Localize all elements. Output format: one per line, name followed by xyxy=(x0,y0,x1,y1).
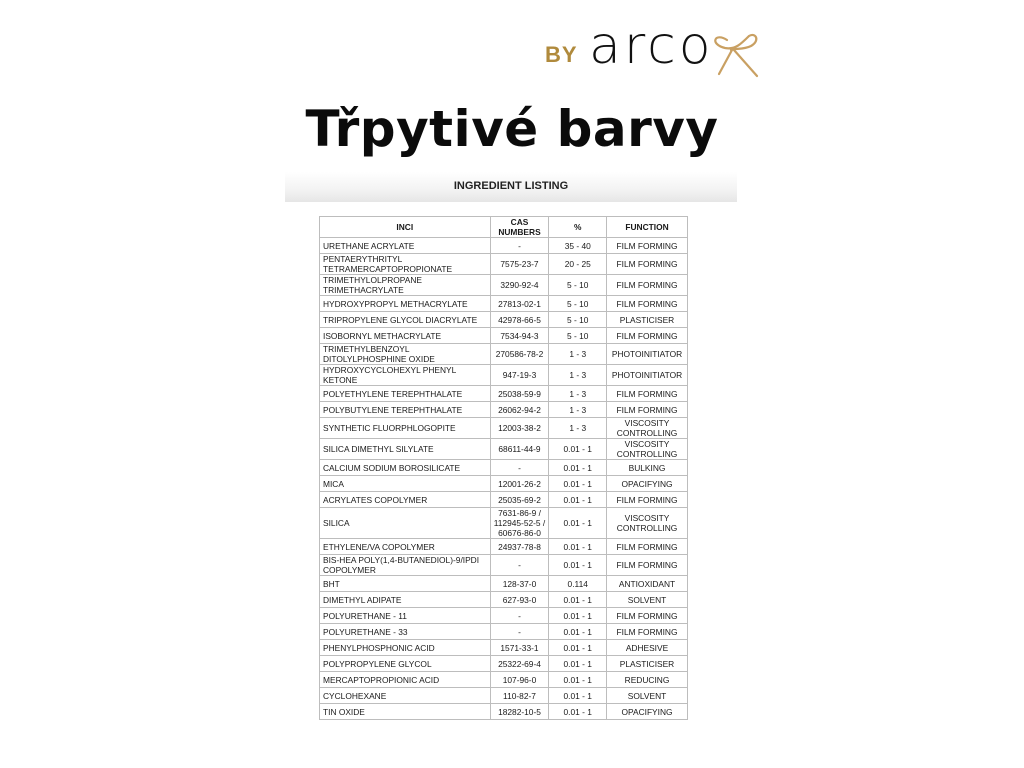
ingredient-inci-cell: MICA xyxy=(320,476,491,492)
ingredient-inci-cell: TIN OXIDE xyxy=(320,704,491,720)
table-row xyxy=(320,460,688,476)
ingredient-inci-cell: MERCAPTOPROPIONIC ACID xyxy=(320,672,491,688)
table-row xyxy=(320,508,688,539)
ingredient-percent-cell: 5 - 10 xyxy=(549,275,607,296)
ingredient-percent-cell: 0.01 - 1 xyxy=(549,592,607,608)
ingredient-inci-cell: POLYURETHANE - 11 xyxy=(320,608,491,624)
ingredient-function-cell: VISCOSITY CONTROLLING xyxy=(607,418,688,439)
ingredient-inci-cell: PENTAERYTHRITYL TETRAMERCAPTOPROPIONATE xyxy=(320,254,491,275)
ingredient-cas-cell: 12001-26-2 xyxy=(490,476,549,492)
ingredient-inci-cell: POLYBUTYLENE TEREPHTHALATE xyxy=(320,402,491,418)
ingredient-inci-cell: CYCLOHEXANE xyxy=(320,688,491,704)
ingredient-cas-cell: - xyxy=(490,460,549,476)
ingredient-inci-cell: PHENYLPHOSPHONIC ACID xyxy=(320,640,491,656)
ingredient-percent-cell: 1 - 3 xyxy=(549,418,607,439)
ingredient-cas-cell: - xyxy=(490,624,549,640)
ingredient-percent-cell: 0.01 - 1 xyxy=(549,640,607,656)
ingredient-function-cell: PHOTOINITIATOR xyxy=(607,365,688,386)
ingredient-inci-cell: SILICA xyxy=(320,508,491,539)
ingredient-percent-cell: 35 - 40 xyxy=(549,238,607,254)
ingredient-cas-cell: 3290-92-4 xyxy=(490,275,549,296)
ingredient-function-cell: FILM FORMING xyxy=(607,254,688,275)
ingredient-function-cell: VISCOSITY CONTROLLING xyxy=(607,439,688,460)
ingredient-function-cell: FILM FORMING xyxy=(607,386,688,402)
ingredient-percent-cell: 0.01 - 1 xyxy=(549,624,607,640)
ingredient-function-cell: ADHESIVE xyxy=(607,640,688,656)
ingredient-cas-cell: 7631-86-9 / 112945-52-5 / 60676-86-0 xyxy=(490,508,549,539)
table-row xyxy=(320,402,688,418)
ingredient-percent-cell: 0.01 - 1 xyxy=(549,439,607,460)
ingredient-inci-cell: SILICA DIMETHYL SILYLATE xyxy=(320,439,491,460)
ingredient-percent-cell: 1 - 3 xyxy=(549,344,607,365)
document-header-band xyxy=(285,172,737,202)
ingredient-percent-cell: 0.01 - 1 xyxy=(549,672,607,688)
table-row xyxy=(320,254,688,275)
ingredient-function-cell: BULKING xyxy=(607,460,688,476)
ingredient-cas-cell: 128-37-0 xyxy=(490,576,549,592)
column-header-cas: CAS NUMBERS xyxy=(490,217,549,238)
column-header-percent: % xyxy=(549,217,607,238)
ingredient-inci-cell: CALCIUM SODIUM BOROSILICATE xyxy=(320,460,491,476)
table-row xyxy=(320,275,688,296)
ingredient-cas-cell: - xyxy=(490,608,549,624)
ingredient-function-cell: PLASTICISER xyxy=(607,312,688,328)
ingredient-function-cell: PHOTOINITIATOR xyxy=(607,344,688,365)
ingredient-cas-cell: 270586-78-2 xyxy=(490,344,549,365)
ingredient-inci-cell: POLYPROPYLENE GLYCOL xyxy=(320,656,491,672)
ingredient-inci-cell: ACRYLATES COPOLYMER xyxy=(320,492,491,508)
ingredient-function-cell: FILM FORMING xyxy=(607,555,688,576)
table-row xyxy=(320,439,688,460)
table-row xyxy=(320,656,688,672)
ingredient-function-cell: FILM FORMING xyxy=(607,328,688,344)
ingredient-inci-cell: POLYURETHANE - 33 xyxy=(320,624,491,640)
table-header-row xyxy=(320,217,688,238)
ingredient-percent-cell: 0.01 - 1 xyxy=(549,608,607,624)
table-row xyxy=(320,555,688,576)
ingredient-percent-cell: 1 - 3 xyxy=(549,386,607,402)
ingredient-percent-cell: 0.01 - 1 xyxy=(549,656,607,672)
ingredient-cas-cell: 25322-69-4 xyxy=(490,656,549,672)
ingredient-function-cell: FILM FORMING xyxy=(607,608,688,624)
ingredient-function-cell: FILM FORMING xyxy=(607,402,688,418)
ingredient-percent-cell: 0.01 - 1 xyxy=(549,539,607,555)
ingredient-cas-cell: 1571-33-1 xyxy=(490,640,549,656)
table-row xyxy=(320,592,688,608)
table-row xyxy=(320,640,688,656)
table-row xyxy=(320,704,688,720)
document-heading: INGREDIENT LISTING xyxy=(453,180,569,192)
ingredient-cas-cell: 110-82-7 xyxy=(490,688,549,704)
ingredient-function-cell: OPACIFYING xyxy=(607,704,688,720)
table-row xyxy=(320,418,688,439)
column-header-function: FUNCTION xyxy=(607,217,688,238)
ingredient-percent-cell: 0.114 xyxy=(549,576,607,592)
table-row xyxy=(320,386,688,402)
ingredient-cas-cell: 25035-69-2 xyxy=(490,492,549,508)
ingredient-percent-cell: 20 - 25 xyxy=(549,254,607,275)
ingredient-inci-cell: ISOBORNYL METHACRYLATE xyxy=(320,328,491,344)
page-title: Třpytivé barvy xyxy=(305,100,719,158)
ingredient-function-cell: FILM FORMING xyxy=(607,238,688,254)
ingredient-function-cell: ANTIOXIDANT xyxy=(607,576,688,592)
ingredient-percent-cell: 0.01 - 1 xyxy=(549,492,607,508)
ingredient-inci-cell: BHT xyxy=(320,576,491,592)
ingredient-table-body xyxy=(320,238,688,720)
ingredient-cas-cell: 627-93-0 xyxy=(490,592,549,608)
table-row xyxy=(320,688,688,704)
ingredient-inci-cell: TRIMETHYLBENZOYL DITOLYLPHOSPHINE OXIDE xyxy=(320,344,491,365)
ingredient-cas-cell: 68611-44-9 xyxy=(490,439,549,460)
column-header-inci: INCI xyxy=(320,217,491,238)
ingredient-percent-cell: 0.01 - 1 xyxy=(549,704,607,720)
ingredient-inci-cell: POLYETHYLENE TEREPHTHALATE xyxy=(320,386,491,402)
table-row xyxy=(320,238,688,254)
ingredient-percent-cell: 0.01 - 1 xyxy=(549,688,607,704)
ingredient-cas-cell: 947-19-3 xyxy=(490,365,549,386)
ingredient-function-cell: FILM FORMING xyxy=(607,275,688,296)
ribbon-bow-icon xyxy=(705,30,765,80)
ingredient-percent-cell: 0.01 - 1 xyxy=(549,460,607,476)
ingredient-inci-cell: ETHYLENE/VA COPOLYMER xyxy=(320,539,491,555)
ingredient-function-cell: FILM FORMING xyxy=(607,624,688,640)
ingredient-inci-cell: DIMETHYL ADIPATE xyxy=(320,592,491,608)
logo-by-text: BY xyxy=(545,42,578,67)
table-row xyxy=(320,328,688,344)
ingredient-percent-cell: 0.01 - 1 xyxy=(549,508,607,539)
ingredient-percent-cell: 1 - 3 xyxy=(549,365,607,386)
ingredient-cas-cell: 25038-59-9 xyxy=(490,386,549,402)
ingredient-function-cell: FILM FORMING xyxy=(607,492,688,508)
ingredient-cas-cell: 24937-78-8 xyxy=(490,539,549,555)
table-row xyxy=(320,576,688,592)
table-row xyxy=(320,539,688,555)
ingredient-percent-cell: 5 - 10 xyxy=(549,312,607,328)
table-row xyxy=(320,476,688,492)
ingredient-cas-cell: - xyxy=(490,238,549,254)
ingredient-function-cell: SOLVENT xyxy=(607,688,688,704)
ingredient-function-cell: FILM FORMING xyxy=(607,296,688,312)
ingredient-cas-cell: 107-96-0 xyxy=(490,672,549,688)
ingredient-inci-cell: BIS-HEA POLY(1,4-BUTANEDIOL)-9/IPDI COPOLYMER xyxy=(320,555,491,576)
ingredient-inci-cell: URETHANE ACRYLATE xyxy=(320,238,491,254)
table-row xyxy=(320,344,688,365)
ingredient-function-cell: VISCOSITY CONTROLLING xyxy=(607,508,688,539)
table-row xyxy=(320,365,688,386)
brand-logo xyxy=(545,16,775,82)
ingredient-inci-cell: TRIPROPYLENE GLYCOL DIACRYLATE xyxy=(320,312,491,328)
ingredient-cas-cell: 18282-10-5 xyxy=(490,704,549,720)
ingredient-cas-cell: 12003-38-2 xyxy=(490,418,549,439)
logo-wordmark: arco xyxy=(589,16,714,76)
ingredient-inci-cell: SYNTHETIC FLUORPHLOGOPITE xyxy=(320,418,491,439)
ingredient-cas-cell: 42978-66-5 xyxy=(490,312,549,328)
ingredient-cas-cell: - xyxy=(490,555,549,576)
ingredient-table xyxy=(319,216,688,720)
ingredient-cas-cell: 7575-23-7 xyxy=(490,254,549,275)
ingredient-cas-cell: 26062-94-2 xyxy=(490,402,549,418)
ingredient-inci-cell: TRIMETHYLOLPROPANE TRIMETHACRYLATE xyxy=(320,275,491,296)
table-row xyxy=(320,672,688,688)
table-row xyxy=(320,312,688,328)
table-row xyxy=(320,296,688,312)
ingredient-percent-cell: 1 - 3 xyxy=(549,402,607,418)
ingredient-inci-cell: HYDROXYCYCLOHEXYL PHENYL KETONE xyxy=(320,365,491,386)
ingredient-cas-cell: 7534-94-3 xyxy=(490,328,549,344)
table-row xyxy=(320,608,688,624)
ingredient-function-cell: OPACIFYING xyxy=(607,476,688,492)
ingredient-percent-cell: 5 - 10 xyxy=(549,328,607,344)
ingredient-percent-cell: 5 - 10 xyxy=(549,296,607,312)
ingredient-function-cell: PLASTICISER xyxy=(607,656,688,672)
ingredient-inci-cell: HYDROXYPROPYL METHACRYLATE xyxy=(320,296,491,312)
ingredient-percent-cell: 0.01 - 1 xyxy=(549,476,607,492)
ingredient-function-cell: REDUCING xyxy=(607,672,688,688)
ingredient-function-cell: SOLVENT xyxy=(607,592,688,608)
ingredient-cas-cell: 27813-02-1 xyxy=(490,296,549,312)
ingredient-percent-cell: 0.01 - 1 xyxy=(549,555,607,576)
ingredient-function-cell: FILM FORMING xyxy=(607,539,688,555)
table-row xyxy=(320,492,688,508)
table-row xyxy=(320,624,688,640)
